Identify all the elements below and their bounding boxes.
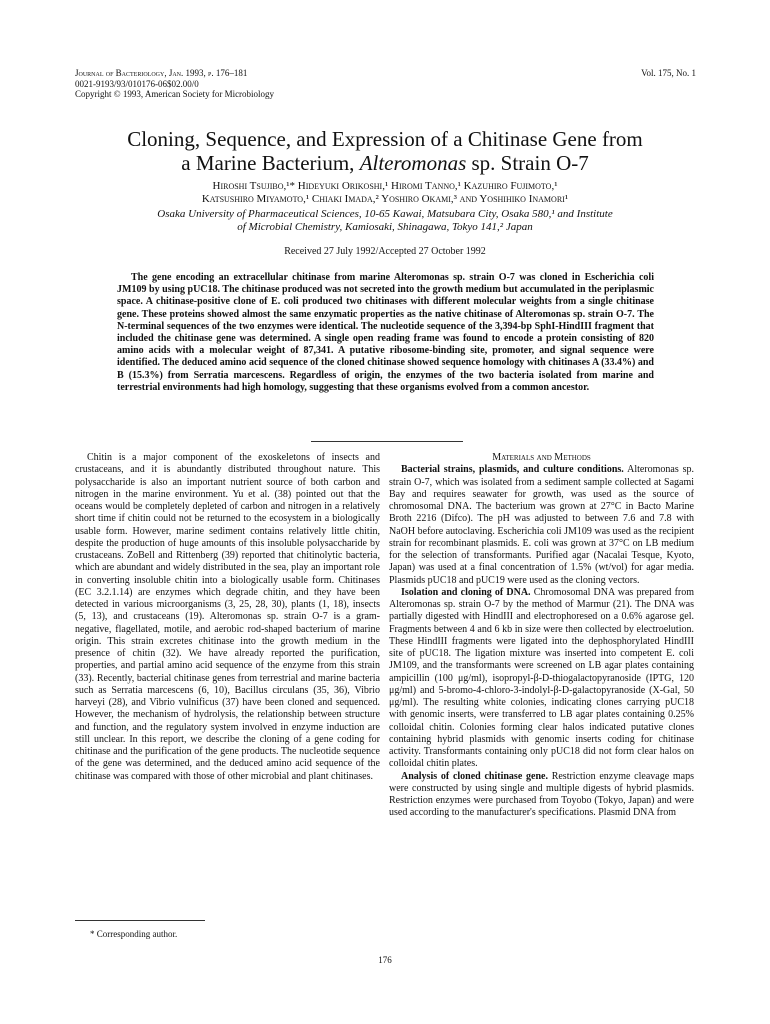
footnote-divider — [75, 920, 205, 921]
methods-paragraph-2 — [389, 587, 694, 771]
footnote: * Corresponding author. — [90, 929, 178, 939]
title-line-2-post: sp. Strain O-7 — [466, 151, 589, 175]
title-genus: Alteromonas — [359, 151, 467, 175]
paragraph-1-text: Alteromonas sp. strain O-7, which was isolated from a sediment sample collected at Sagami Bay and requires seawater for growth, was used as the source of chromosomal DNA. The bacterium was grown at 27°C in Bacto Marine Broth 2216 (Difco). The pH was adjusted to between 7.6 and 7.8 with NaOH before autoclaving. Escherichia coli JM109 was used as the recipient strain for recombinant plasmids. E. coli was grown at 37°C on LB medium for the selection of transformants. Purified agar (Nacalai Tesque, Kyoto, Japan) was used at a final concentration of 1.5% (wt/vol) for agar media. Plasmids pUC18 and pUC19 were used as the cloning vectors. — [389, 464, 695, 586]
journal-line: Journal of Bacteriology, Jan. 1993, p. 176–181 — [75, 68, 248, 78]
methods-heading: Materials and Methods — [492, 452, 591, 463]
volume-label: Vol. 175, No. 1 — [641, 68, 696, 78]
methods-paragraph-1 — [389, 464, 694, 587]
introduction-paragraph: Chitin is a major component of the exoskeletons of insects and crustaceans, and it is abundantly distributed throughout nature. This polysaccharide is also an important nutrient source of both carbon and nitrogen in the marine environment. Yu et al. (38) pointed out that the oceans would be completely depleted of carbon and nitrogen in a relatively short time if chitin could not be returned to the ecosystem in a biologically usable form. However, marine sediment contains relatively little chitin, despite the production of huge amounts of this insoluble polysaccharide by crustaceans. ZoBell and Rittenberg (39) reported that chitinolytic bacteria, which are abundant and widely distributed in the sea, play an important role in converting insoluble chitin into a biologically usable form. Chitinases (EC 3.2.1.14) are enzymes which degrade chitin, and they have been detected in various microorganisms (3, 25, 28, 30), plants (1, 18), insects (5, 13), and crustaceans (19). Alteromonas sp. strain O-7 is a gram-negative, flagellated, motile, and aerobic rod-shaped bacterium of marine origin. This strain excretes chitinase into the growth medium in the presence of chitin (32). We have already reported the purification, properties, and partial amino acid sequence of the enzyme from this strain (33). Recently, bacterial chitinase genes from terrestrial and marine bacteria such as Serratia marcescens (6, 10), Bacillus circulans (35, 36), Vibrio harveyi (28), and Vibrio vulnificus (37) have been cloned and sequenced. However, the mechanism of hydrolysis, the relationship between structure and function, and the regulatory system involved in enzyme induction are still unclear. In this report, we describe the cloning of a gene coding for chitinase and the purification of the gene products. The nucleotide sequence of the gene was determined, and the deduced amino acid sequence of the chitinase was compared with those of other microbial and plant chitinases. — [75, 452, 380, 782]
journal-header — [75, 68, 274, 100]
title-line-2-pre: a Marine Bacterium, — [181, 151, 360, 175]
authors-line-2: Katsushiro Miyamoto,¹ Chiaki Imada,² Yoshiro Okami,³ and Yoshihiko Inamori¹ — [201, 193, 569, 205]
section-divider — [311, 441, 463, 442]
article-title — [60, 127, 710, 175]
right-column — [389, 452, 694, 820]
title-line-2 — [60, 151, 710, 175]
copyright-line: Copyright © 1993, American Society for Microbiology — [75, 89, 275, 99]
methods-paragraph-3 — [389, 771, 694, 820]
paragraph-2-text: Chromosomal DNA was prepared from Alteromonas sp. strain O-7 by the method of Marmur (21). The DNA was partially digested with HindIII and electrophoresed on a 0.6% agarose gel. Fragments between 4 and 6 kb in size were then collected by electroelution. These HindIII fragments were ligated into the dephosphorylated HindIII site of pUC18. The ligation mixture was inserted into competent E. coli JM109, and the transformants were screened on LB agar plates containing ampicillin (100 μg/ml), isopropyl-β-D-thiogalactopyranoside (IPTG, 120 μg/ml) and 5-bromo-4-chloro-3-indolyl-β-D-galactopyranoside (X-Gal, 50 μg/ml). The resulting white colonies, indicating clones carrying pUC18 with genomic inserts, were transferred to LB agar plates containing 0.25% colloidal chitin. Colonies forming clear halos indicated putative clones containing hybrid plasmids with genomic inserts coding for chitinase activity. Transformants containing only pUC18 did not form clear halos on colloidal chitin plates. — [389, 586, 695, 770]
paragraph-3-heading: Analysis of cloned chitinase gene. — [401, 770, 548, 782]
affiliation-line-1: Osaka University of Pharmaceutical Sciences, 10-65 Kawai, Matsubara City, Osaka 580,¹ and Institute — [157, 208, 613, 220]
abstract — [117, 272, 654, 394]
paragraph-2-heading: Isolation and cloning of DNA. — [401, 586, 531, 598]
left-column — [75, 452, 380, 783]
affiliations — [80, 208, 690, 234]
author-list — [70, 180, 700, 206]
paragraph-1-heading: Bacterial strains, plasmids, and culture conditions. — [401, 464, 624, 476]
abstract-text: The gene encoding an extracellular chitinase from marine Alteromonas sp. strain O-7 was cloned in Escherichia coli JM109 by using pUC18. The chitinase produced was not secreted into the growth medium but accumulated in the periplasmic space. A chitinase-positive clone of E. coli produced two chitinases with different molecular weights from a single chitinase gene. These proteins showed almost the same enzymatic properties as the native chitinase of Alteromonas sp. strain O-7. The N-terminal sequences of the two enzymes were identical. The nucleotide sequence of the 3,394-bp SphI-HindIII fragment that included the chitinase gene was determined. A single open reading frame was found to encode a protein consisting of 820 amino acids with a molecular weight of 87,341. A putative ribosome-binding site, promoter, and signal sequence were identified. The deduced amino acid sequence of the cloned chitinase showed sequence homology with chitinases A (33.4%) and B (15.3%) from Serratia marcescens. Regardless of origin, the enzymes of the two bacteria isolated from marine and terrestrial environments had high homology, suggesting that these organisms evolved from a common ancestor. — [117, 272, 654, 393]
doi-line: 0021-9193/93/010176-06$02.00/0 — [75, 78, 199, 89]
authors-line-1: Hiroshi Tsujibo,¹* Hideyuki Orikoshi,¹ Hiromi Tanno,¹ Kazuhiro Fujimoto,¹ — [212, 180, 558, 192]
title-line-1: Cloning, Sequence, and Expression of a Chitinase Gene from — [127, 127, 643, 151]
received-dates: Received 27 July 1992/Accepted 27 October 1992 — [284, 246, 486, 257]
affiliation-line-2: of Microbial Chemistry, Kamiosaki, Shinagawa, Tokyo 141,² Japan — [237, 221, 533, 233]
page-number: 176 — [378, 955, 392, 965]
paragraph-3-text: Restriction enzyme cleavage maps were constructed by using single and multiple digests of hybrid plasmids. Restriction enzymes were purchased from Toyobo (Tokyo, Japan) and were used according to the manufacturer's specifications. Plasmid DNA from — [389, 770, 694, 819]
